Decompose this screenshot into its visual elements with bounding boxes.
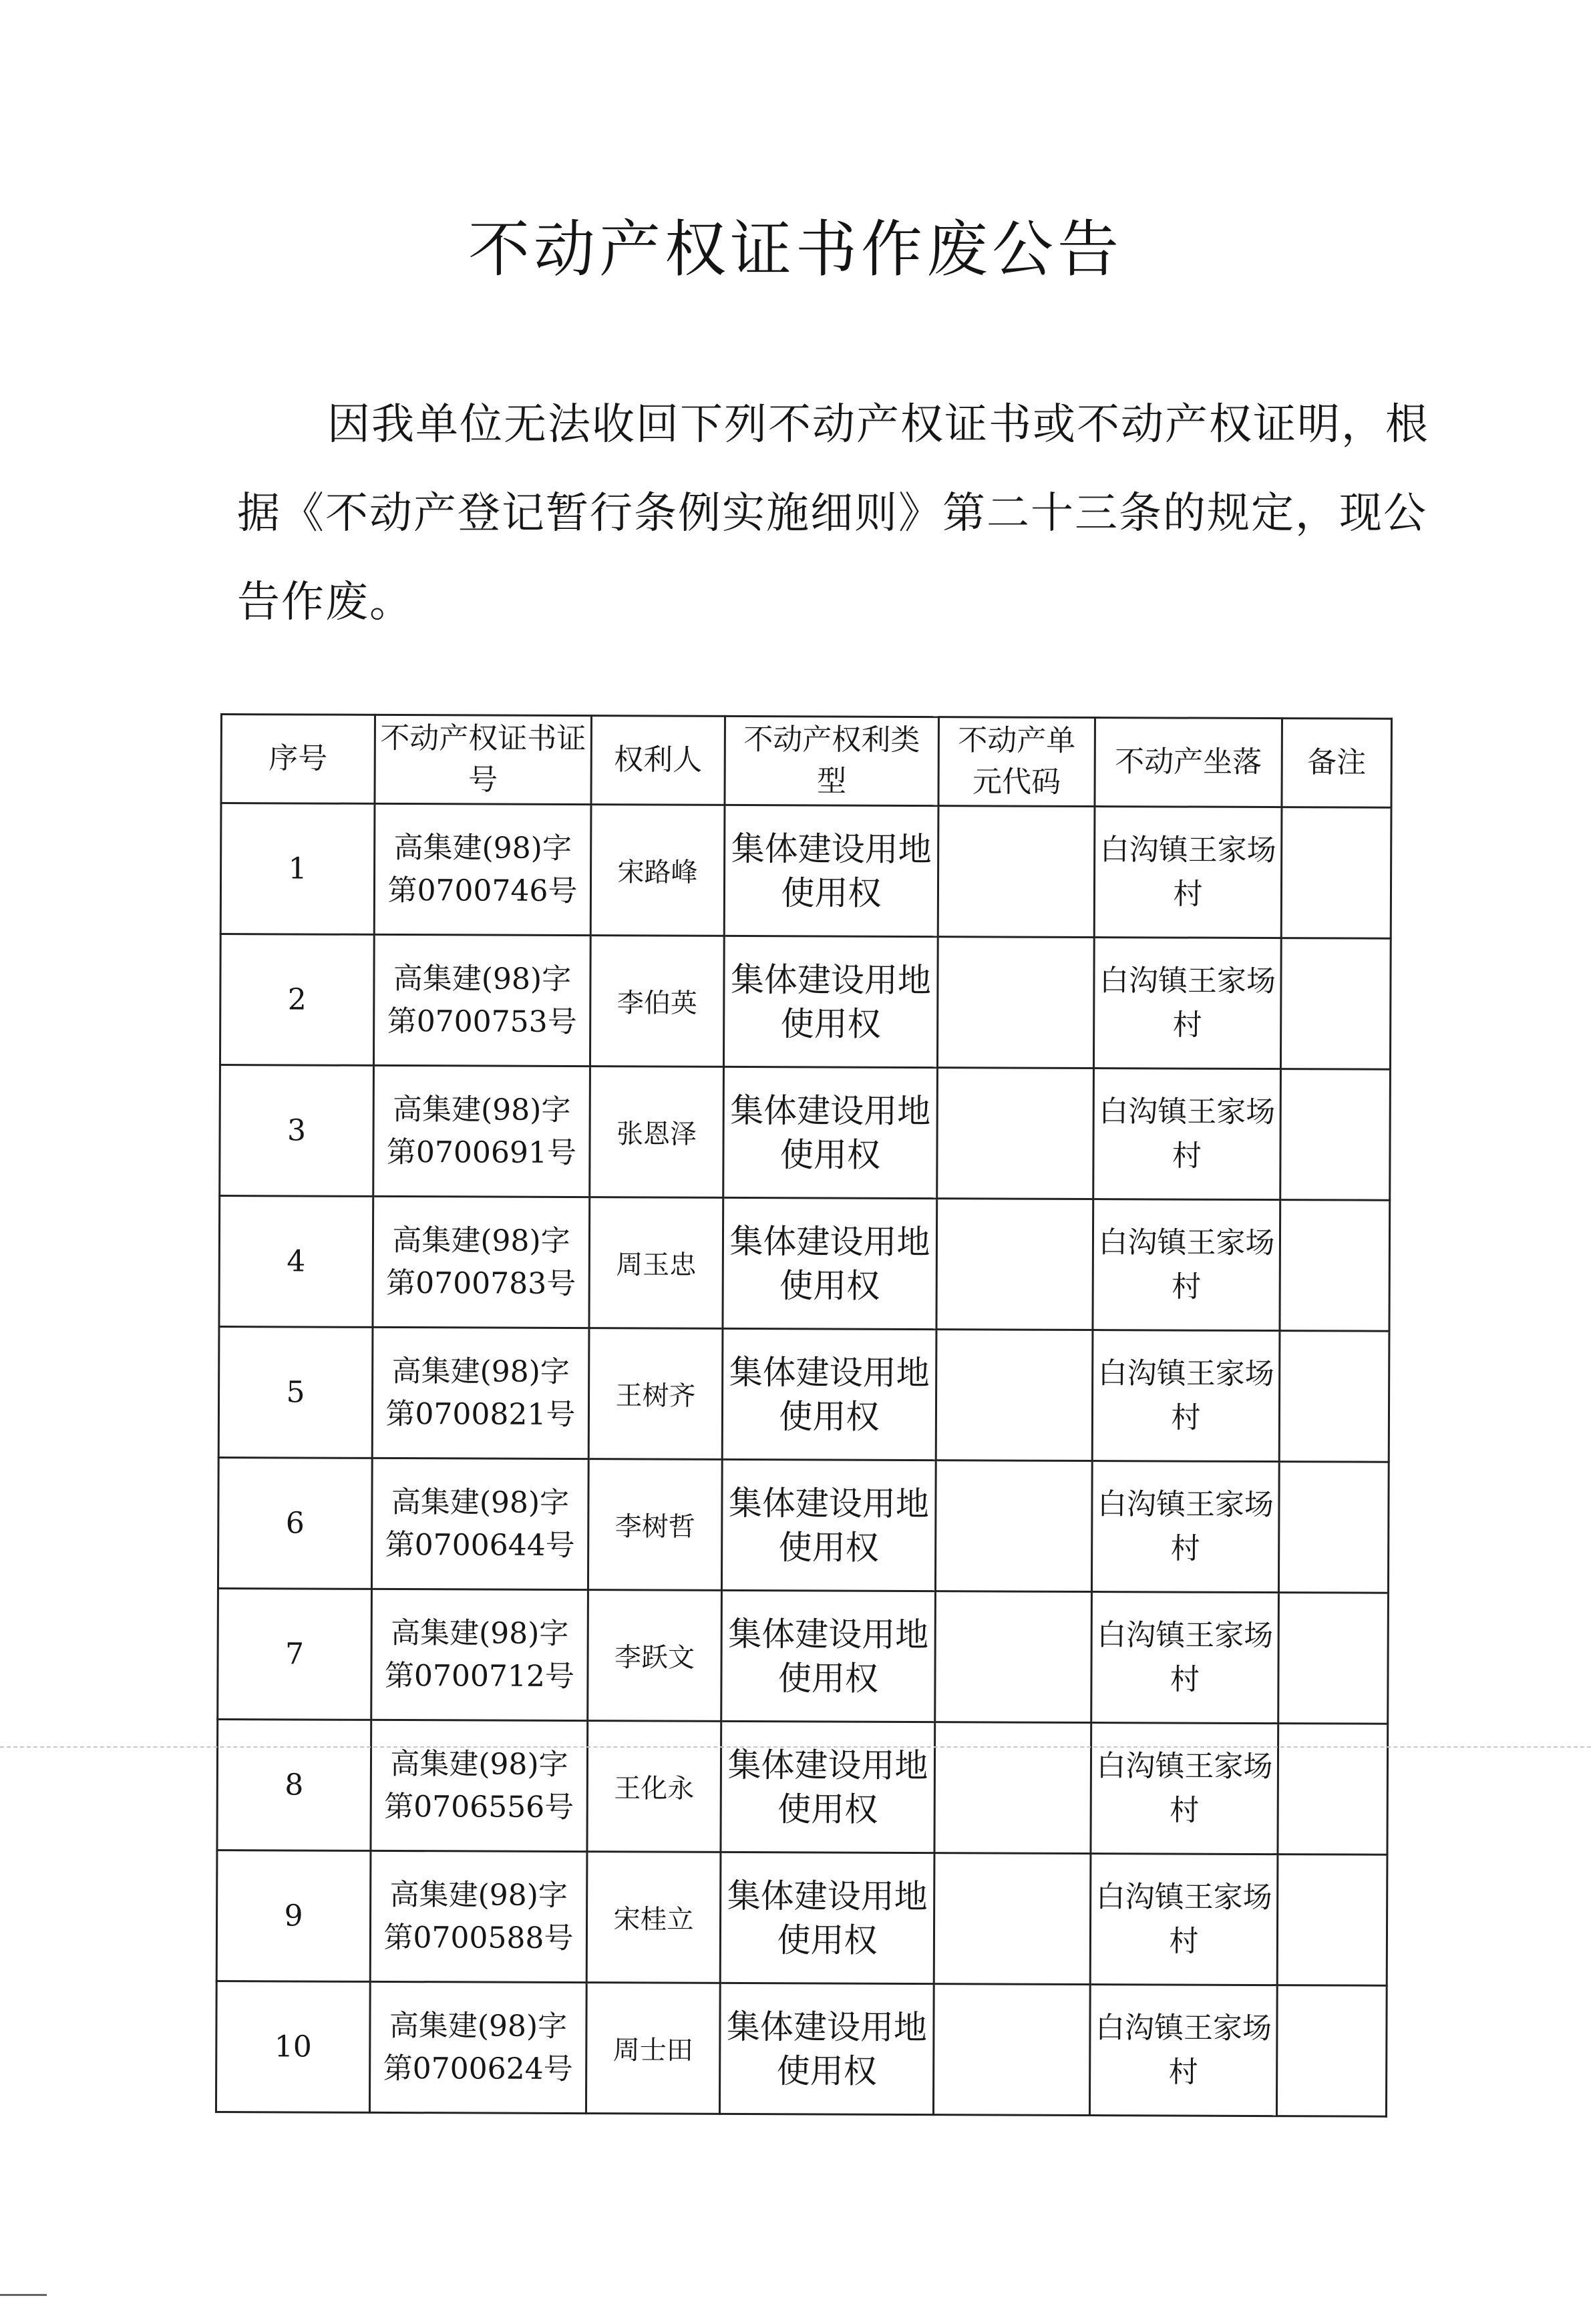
table-row [218, 1588, 1389, 1724]
cell-type: 集体建设用地使用权 [720, 1852, 934, 1983]
cell-unit [935, 1591, 1092, 1723]
cell-owner: 宋路峰 [590, 805, 725, 936]
cell-type: 集体建设用地使用权 [721, 1459, 936, 1591]
cell-no: 8 [217, 1719, 371, 1851]
cell-unit [938, 806, 1095, 938]
cell-note [1281, 807, 1391, 939]
cell-no: 5 [218, 1326, 373, 1458]
cell-unit [934, 1853, 1091, 1985]
cell-unit [936, 1199, 1093, 1330]
cell-unit [935, 1461, 1092, 1592]
cell-note [1278, 1724, 1388, 1855]
cell-location: 白沟镇王家场村 [1092, 1330, 1280, 1462]
header-cert: 不动产权证书证号 [375, 715, 592, 804]
cell-owner: 周玉忠 [589, 1197, 723, 1329]
cell-no: 10 [216, 1981, 370, 2112]
cell-type: 集体建设用地使用权 [723, 936, 938, 1067]
cell-location: 白沟镇王家场村 [1090, 1854, 1278, 1985]
header-location: 不动产坐落 [1095, 718, 1282, 807]
cell-owner: 王化永 [587, 1721, 721, 1853]
table-row [217, 1719, 1388, 1855]
table-row [218, 1326, 1389, 1462]
cell-type: 集体建设用地使用权 [721, 1590, 936, 1722]
cell-cert: 高集建(98)字第0700624号 [369, 1981, 586, 2113]
announcement-paragraph: 因我单位无法收回下列不动产权证书或不动产权证明，根据《不动产登记暂行条例实施细则》第二十三条的规定，现公告作废。 [237, 400, 1429, 627]
cell-cert: 高集建(98)字第0700691号 [373, 1065, 590, 1197]
cell-location: 白沟镇王家场村 [1093, 938, 1281, 1069]
header-owner: 权利人 [591, 716, 725, 805]
cell-unit [933, 1984, 1090, 2116]
table-row [220, 934, 1391, 1070]
cell-note [1276, 1985, 1387, 2117]
cell-note [1280, 1200, 1390, 1332]
cell-location: 白沟镇王家场村 [1091, 1461, 1279, 1593]
cell-no: 9 [216, 1850, 371, 1981]
cell-location: 白沟镇王家场村 [1091, 1723, 1278, 1855]
cell-note [1278, 1593, 1389, 1724]
cell-type: 集体建设用地使用权 [723, 1197, 937, 1329]
header-note: 备注 [1282, 719, 1392, 808]
header-no: 序号 [221, 715, 375, 804]
cell-cert: 高集建(98)字第0700753号 [373, 934, 590, 1066]
cell-note [1279, 1331, 1389, 1463]
revoked-certificates-table [215, 713, 1393, 2118]
cell-no: 1 [220, 803, 375, 935]
cell-type: 集体建设用地使用权 [719, 1983, 934, 2114]
cell-note [1278, 1462, 1389, 1593]
table-row [220, 803, 1391, 939]
cell-owner: 李树哲 [588, 1459, 722, 1591]
table-row [216, 1850, 1387, 1985]
cell-unit [937, 1068, 1094, 1199]
cell-note [1280, 938, 1391, 1070]
cell-unit [936, 1330, 1093, 1461]
cell-owner: 李伯英 [590, 936, 724, 1067]
table-header-row [221, 715, 1391, 808]
cell-type: 集体建设用地使用权 [724, 805, 938, 936]
cell-owner: 张恩泽 [590, 1067, 724, 1198]
cell-owner: 周士田 [586, 1983, 720, 2114]
table-row [219, 1196, 1390, 1332]
cell-location: 白沟镇王家场村 [1093, 1199, 1280, 1331]
cell-type: 集体建设用地使用权 [721, 1721, 935, 1853]
scan-fold-line [0, 1746, 1591, 1748]
cell-cert: 高集建(98)字第0706556号 [371, 1720, 588, 1851]
cell-no: 3 [220, 1065, 374, 1197]
cell-no: 2 [220, 934, 374, 1066]
cell-location: 白沟镇王家场村 [1093, 1069, 1281, 1200]
table-row [218, 1457, 1389, 1593]
scan-edge-mark [0, 2294, 47, 2303]
cell-cert: 高集建(98)字第0700712号 [371, 1589, 588, 1720]
cell-unit [934, 1722, 1091, 1854]
cell-type: 集体建设用地使用权 [723, 1067, 938, 1198]
cell-cert: 高集建(98)字第0700821号 [372, 1327, 589, 1459]
page-title: 不动产权证书作废公告 [468, 214, 1123, 285]
table-row [220, 1065, 1391, 1201]
cell-location: 白沟镇王家场村 [1091, 1592, 1279, 1724]
cell-location: 白沟镇王家场村 [1094, 807, 1282, 938]
cell-type: 集体建设用地使用权 [722, 1328, 936, 1460]
header-unit: 不动产单元代码 [938, 717, 1095, 807]
cell-no: 7 [218, 1588, 372, 1720]
header-type: 不动产权利类型 [725, 716, 939, 805]
cell-unit [937, 937, 1094, 1069]
cell-note [1280, 1069, 1391, 1201]
cell-location: 白沟镇王家场村 [1089, 1985, 1277, 2116]
cell-note [1277, 1855, 1387, 1986]
cell-owner: 王树齐 [588, 1328, 723, 1460]
cell-cert: 高集建(98)字第0700783号 [373, 1196, 590, 1328]
cell-owner: 李跃文 [588, 1590, 722, 1722]
cell-owner: 宋桂立 [586, 1852, 721, 1983]
cell-cert: 高集建(98)字第0700746号 [374, 803, 591, 935]
table-row [216, 1981, 1387, 2116]
cell-cert: 高集建(98)字第0700644号 [371, 1458, 588, 1589]
cell-no: 6 [218, 1457, 372, 1589]
cell-cert: 高集建(98)字第0700588号 [370, 1851, 587, 1982]
cell-no: 4 [219, 1196, 373, 1328]
